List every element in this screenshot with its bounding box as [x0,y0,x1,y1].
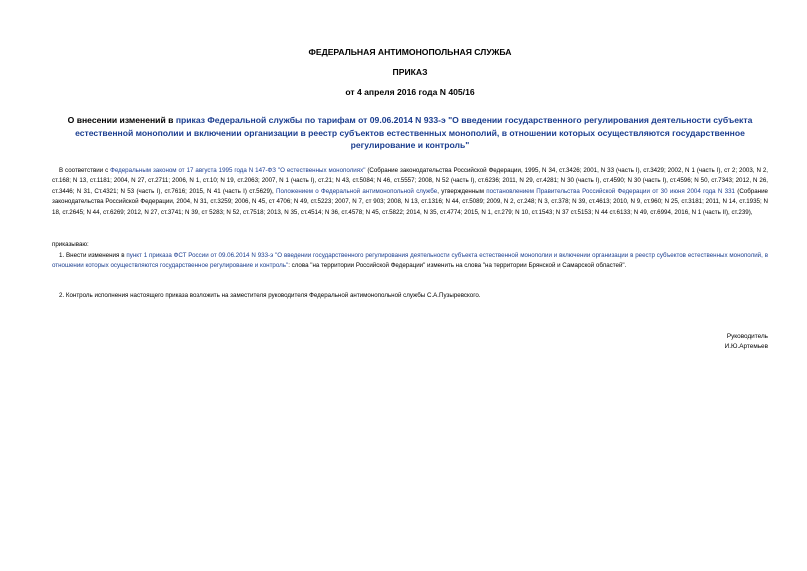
preamble-text-2: (Собрание законодательства Российской Федерации, 1995, N 34, ст.3426; 2001, N 33 (часть I), ст.3429; 2002, N 1 (часть I), ст 2; 2003, N 2, ст.168; N 13, ст.1181; 2004, N 27, ст.2711; 2006, N 1, ст.10; N 19, ст.2063; 2007, N 1 (часть I), ст.21; N 43, ст.5084; N 46, ст.5557; 2008, N 52 (часть I), ст.6236; 2011, N 29, ст.4281; N 30 (часть I), ст.4590; N 30 (часть I), ст.4596; N 50, ст.7343; 2012, N 26, ст.3446; N 31, Ст.4321; N 53 (часть I), ст.7616; 2015, N 41 (часть I) ст.5629), [52,167,769,195]
federal-law-link[interactable]: Федеральным законом от 17 августа 1995 года N 147-ФЗ "О естественных монополиях" [110,167,366,174]
order-item-link[interactable]: пункт 1 приказа ФСТ России от 09.06.2014 N 933-э "О введении государственного регулирования деятельности субъекта естественной монополии и включении организации в реестр субъектов естественных монополий, в отношении которых осуществляются государственное регулирование и контроль" [52,252,769,270]
preamble-text-1: В соответствии с [59,167,111,174]
preamble-paragraph [52,166,768,218]
title-link[interactable]: приказ Федеральной службы по тарифам от 09.06.2014 N 933-э "О введении государственного регулирования деятельности субъекта естественной монополии и включении организации в реестр субъектов естественных монополий, в отношении которых осуществляются государственное регулирование и контроль" [75,115,753,150]
document-title [52,114,768,152]
item-1-text-2: : слова "на территории Российской Федерации" изменить на слова "на территории Брянской и Самарской областей". [288,262,627,270]
government-decree-link[interactable]: постановлением Правительства Российской Федерации от 30 июня 2004 года N 331 [486,187,735,195]
preamble-text-4: (Собрание законодательства Российской Федерации, 2004, N 31, ст.3259; 2006, N 45, ст 4706; N 49, ст.5223; 2007, N 7, ст 903; 2008, N 13, ст.1316; N 44, ст.5089; 2009, N 2, ст.248; N 3, ст.378; N 39, ст.4613; 2010, N 9, ст.960; N 25, ст.3181; 2011, N 14, ст.1935; N 18, ст.2645; N 44, ст.6269; 2012, N 27, ст.3741; N 39, ст 5283; N 52, ст.7518; 2013, N 35, ст.4514; N 36, ст.4578; N 45, ст.5822; 2014, N 35, ст.4774; 2015, N 1, ст.279; N 10, ст.1543; N 37 ст.5153; N 44 ст.6133; N 49, ст.6994, 2016, N 1 (часть II), ст.239), [52,187,768,216]
agency-heading: ФЕДЕРАЛЬНАЯ АНТИМОНОПОЛЬНАЯ СЛУЖБА [308,47,512,57]
signature-position: Руководитель [726,333,768,340]
item-2-paragraph [52,291,768,301]
preamble-text-3: , утвержденным [437,187,487,195]
item-1-text-1: 1. Внести изменения в [59,252,127,259]
item-2-text: 2. Контроль исполнения настоящего приказа возложить на заместителя руководителя Федеральной антимонопольной службы С.А.Пузыревского. [59,292,481,299]
doc-type-heading: ПРИКАЗ [392,67,428,77]
signature-name: И.Ю.Артемьев [724,343,768,350]
item-1-paragraph [52,251,768,272]
regulation-link[interactable]: Положением о Федеральной антимонопольной службе [276,187,438,195]
date-number-heading: от 4 апреля 2016 года N 405/16 [345,87,475,97]
title-lead: О внесении изменений в [67,115,176,125]
orders-word: приказываю: [52,241,89,248]
